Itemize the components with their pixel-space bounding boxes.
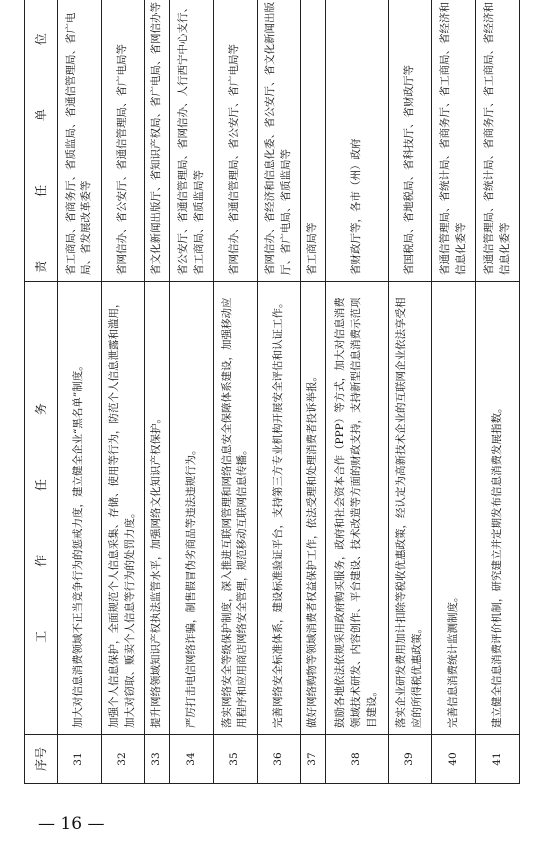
- row-no: 32: [101, 735, 145, 784]
- row-unit: 省公安厅、省通信管理局、省网信办、人行西宁中心支行、省工商局、省质监局等: [170, 0, 214, 282]
- row-unit: 省财政厅等，各市（州）政府: [326, 0, 389, 282]
- row-task: 落实企业研发费用加计扣除等税收优惠政策，经认定为高新技术企业的互联网企业依法享受相应的所得税优惠政策。: [388, 282, 432, 735]
- row-task: 落实网络安全等级保护制度，深入推进互联网管理和网络信息安全保障体系建设，加强移动应用程序和应用商店网络安全管理，规范移动互联网信息传播。: [213, 282, 257, 735]
- table-row: [476, 0, 520, 784]
- row-no: 38: [326, 735, 389, 784]
- table-row: [301, 0, 326, 784]
- table-row: [58, 0, 102, 784]
- row-task: 严厉打击电信网络诈骗，制售假冒伪劣商品等违法违规行为。: [170, 282, 214, 735]
- table-header-row: [25, 0, 58, 784]
- table-row: [388, 0, 432, 784]
- header-unit-label: 责 任 单 位: [34, 3, 48, 273]
- row-unit: 省通信管理局、省统计局、省商务厅、省工商局、省经济和信息化委等: [476, 0, 520, 282]
- row-task: 完善网络安全标准体系，建设标准验证平台，支持第三方专业机构开展安全评估和认证工作。: [257, 282, 301, 735]
- row-unit: 省网信办、省公安厅、省通信管理局、省广电局等: [101, 0, 145, 282]
- row-task: 做好网络购物等领域消费者权益保护工作，依法受理和处理消费者投诉举报。: [301, 282, 326, 735]
- task-table: [24, 0, 520, 784]
- table-row: [145, 0, 170, 784]
- row-no: 41: [476, 735, 520, 784]
- row-no: 40: [432, 735, 476, 784]
- header-task: [25, 282, 58, 735]
- row-unit: 省通信管理局、省统计局、省商务厅、省工商局、省经济和信息化委等: [432, 0, 476, 282]
- row-no: 33: [145, 735, 170, 784]
- row-no: 34: [170, 735, 214, 784]
- row-unit: 省工商局、省商务厅、省质监局、省通信管理局、省广电局、省发展改革委等: [58, 0, 102, 282]
- row-unit: 省网信办、省通信管理局、省公安厅、省广电局等: [213, 0, 257, 282]
- row-unit: 省网信办、省经济和信息化委、省公安厅、省文化新闻出版厅、省广电局、省质监局等: [257, 0, 301, 282]
- row-task: 加大对信息消费领域不正当竞争行为的惩戒力度，建立健全企业“黑名单”制度。: [58, 282, 102, 735]
- table-row: [213, 0, 257, 784]
- table-row: [170, 0, 214, 784]
- header-task-label: 工 作 任 务: [34, 373, 48, 643]
- row-no: 37: [301, 735, 326, 784]
- page-number: — 16 —: [38, 814, 105, 834]
- row-task: 鼓励各地依法依规采用政府购买服务，政府和社会资本合作（PPP）等方式，加大对信息消费领域技术研发、内容创作、平台建设、技术改造等方面的财政支持，支持新型信息消费示范项目建设。: [326, 282, 389, 735]
- header-responsible-unit: [25, 0, 58, 282]
- row-task: 提升网络领域知识产权执法监管水平，加强网络文化知识产权保护。: [145, 282, 170, 735]
- row-task: 建立健全信息消费评价机制，研究建立并定期发布信息消费发展指数。: [476, 282, 520, 735]
- row-no: 31: [58, 735, 102, 784]
- table-row: [432, 0, 476, 784]
- row-unit: 省文化新闻出版厅、省知识产权局、省广电局、省网信办等: [145, 0, 170, 282]
- header-serial-no: 序号: [25, 735, 58, 784]
- rotated-table-container: [24, 2, 520, 784]
- row-no: 35: [213, 735, 257, 784]
- row-task: 完善信息消费统计监测制度。: [432, 282, 476, 735]
- table-row: [326, 0, 389, 784]
- row-task: 加强个人信息保护，全面规范个人信息采集、存储、使用等行为，防范个人信息泄露和滥用，加大对窃取、贩卖个人信息等行为的处罚力度。: [101, 282, 145, 735]
- row-no: 36: [257, 735, 301, 784]
- row-unit: 省工商局等: [301, 0, 326, 282]
- table-row: [101, 0, 145, 784]
- table-row: [257, 0, 301, 784]
- row-unit: 省国税局、省地税局、省科技厅、省财政厅等: [388, 0, 432, 282]
- row-no: 39: [388, 735, 432, 784]
